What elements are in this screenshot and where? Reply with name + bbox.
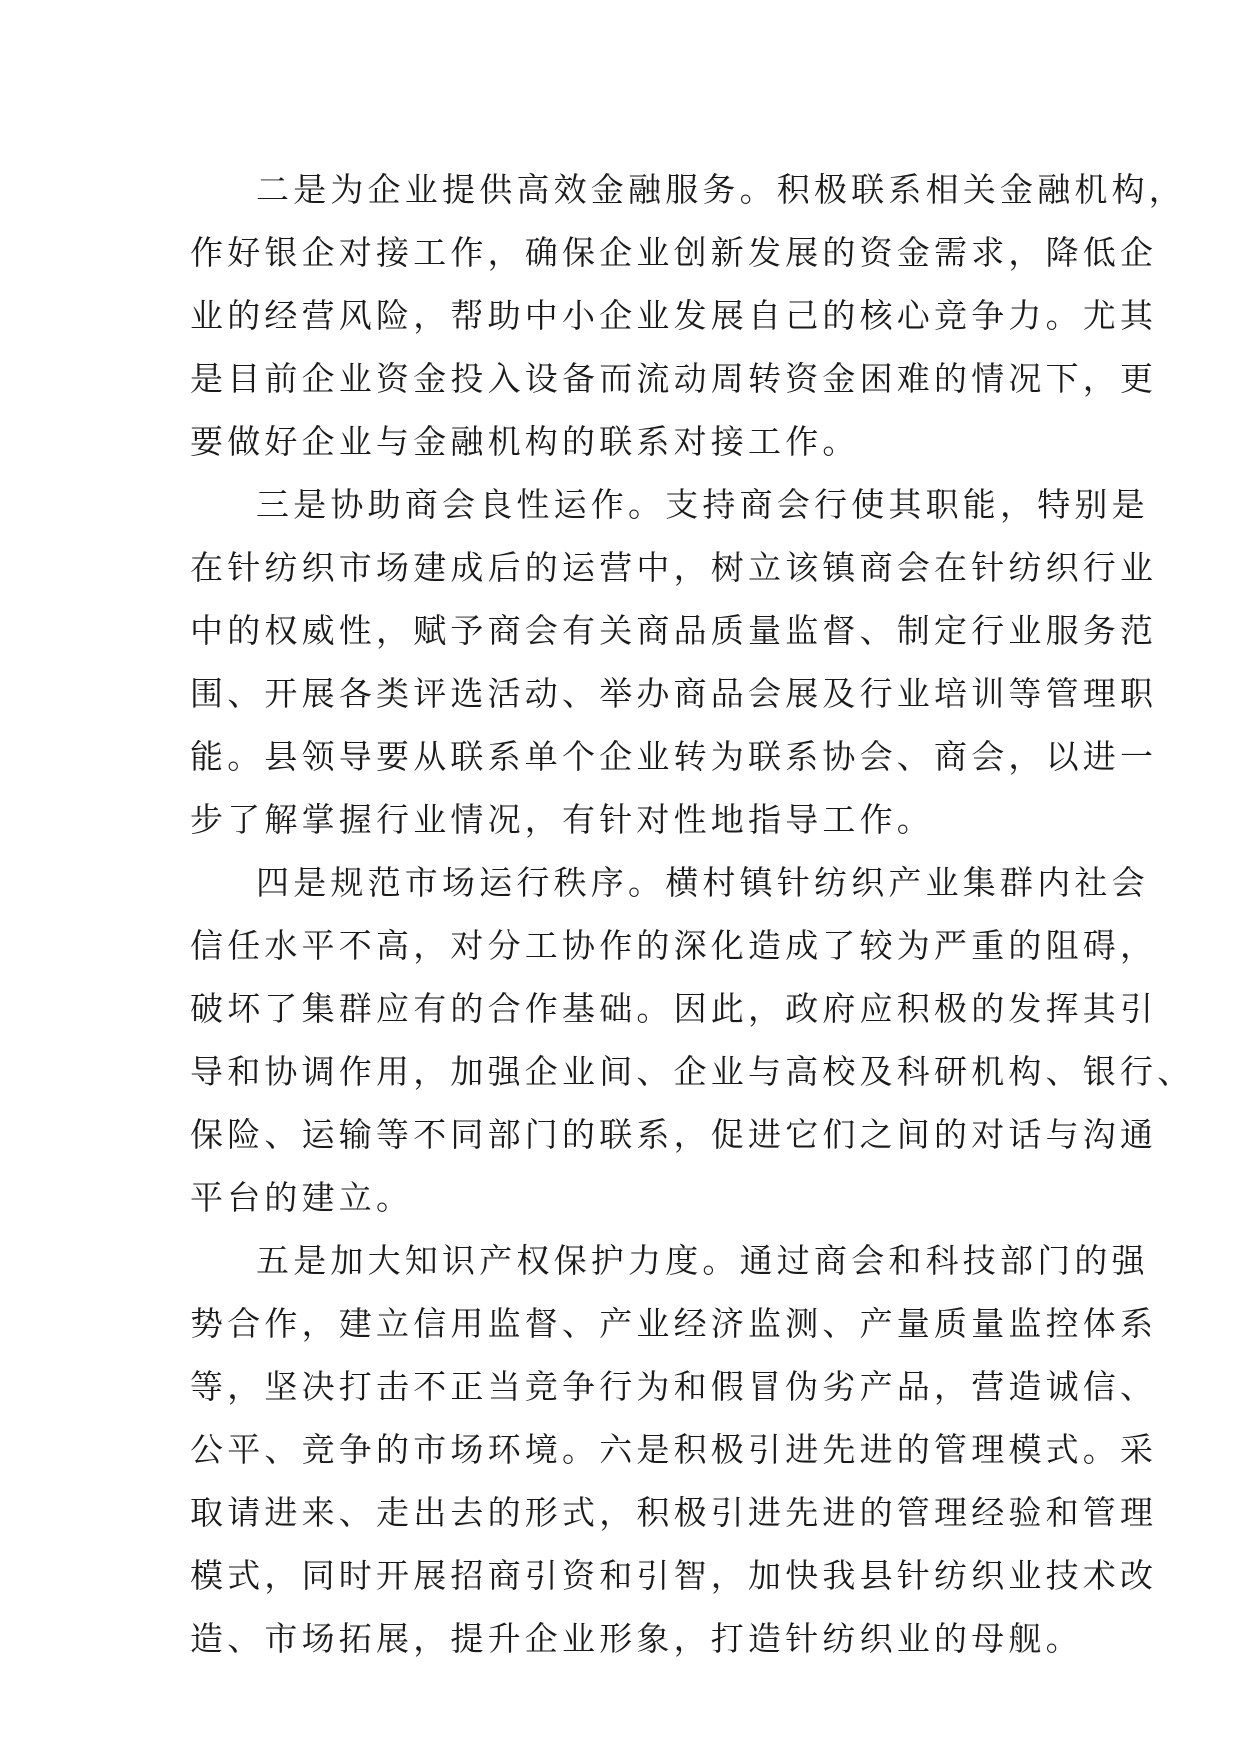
paragraph-line: 步了解掌握行业情况，有针对性地指导工作。 [190,800,934,839]
paragraph-line: 中的权威性，赋予商会有关商品质量监督、制定行业服务范 [190,611,1158,650]
paragraph-line: 取请进来、走出去的形式，积极引进先进的管理经验和管理 [190,1493,1158,1532]
paragraph-line: 三是协助商会良性运作。支持商会行使其职能，特别是 [256,485,1149,524]
paragraph-line: 业的经营风险，帮助中小企业发展自己的核心竞争力。尤其 [190,296,1158,335]
paragraph-line: 五是加大知识产权保护力度。通过商会和科技部门的强 [256,1241,1149,1280]
paragraph-market-order [190,851,1195,1229]
paragraph-line: 平台的建立。 [190,1178,414,1217]
paragraph-line: 在针纺织市场建成后的运营中，树立该镇商会在针纺织行业 [190,548,1158,587]
paragraph-ip-protection [190,1229,1158,1670]
paragraph-line: 要做好企业与金融机构的联系对接工作。 [190,422,860,461]
paragraph-line: 破坏了集群应有的合作基础。因此，政府应积极的发挥其引 [190,989,1158,1028]
paragraph-chamber-of-commerce [190,473,1158,851]
paragraph-line: 造、市场拓展，提升企业形象，打造针纺织业的母舰。 [190,1619,1083,1658]
document-body [190,158,1195,1670]
paragraph-line: 二是为企业提供高效金融服务。积极联系相关金融机构， [256,170,1186,209]
paragraph-line: 模式，同时开展招商引资和引智，加快我县针纺织业技术改 [190,1556,1158,1595]
paragraph-line: 能。县领导要从联系单个企业转为联系协会、商会，以进一 [190,737,1158,776]
paragraph-line: 公平、竞争的市场环境。六是积极引进先进的管理模式。采 [190,1430,1158,1469]
paragraph-line: 信任水平不高，对分工协作的深化造成了较为严重的阻碍， [190,926,1158,965]
paragraph-line: 导和协调作用，加强企业间、企业与高校及科研机构、银行、 [190,1052,1195,1091]
paragraph-finance-services [190,158,1186,473]
paragraph-line: 势合作，建立信用监督、产业经济监测、产量质量监控体系 [190,1304,1158,1343]
paragraph-line: 等，坚决打击不正当竞争行为和假冒伪劣产品，营造诚信、 [190,1367,1158,1406]
paragraph-line: 作好银企对接工作，确保企业创新发展的资金需求，降低企 [190,233,1158,272]
paragraph-line: 围、开展各类评选活动、举办商品会展及行业培训等管理职 [190,674,1158,713]
paragraph-line: 四是规范市场运行秩序。横村镇针纺织产业集群内社会 [256,863,1149,902]
paragraph-line: 保险、运输等不同部门的联系，促进它们之间的对话与沟通 [190,1115,1158,1154]
paragraph-line: 是目前企业资金投入设备而流动周转资金困难的情况下，更 [190,359,1158,398]
